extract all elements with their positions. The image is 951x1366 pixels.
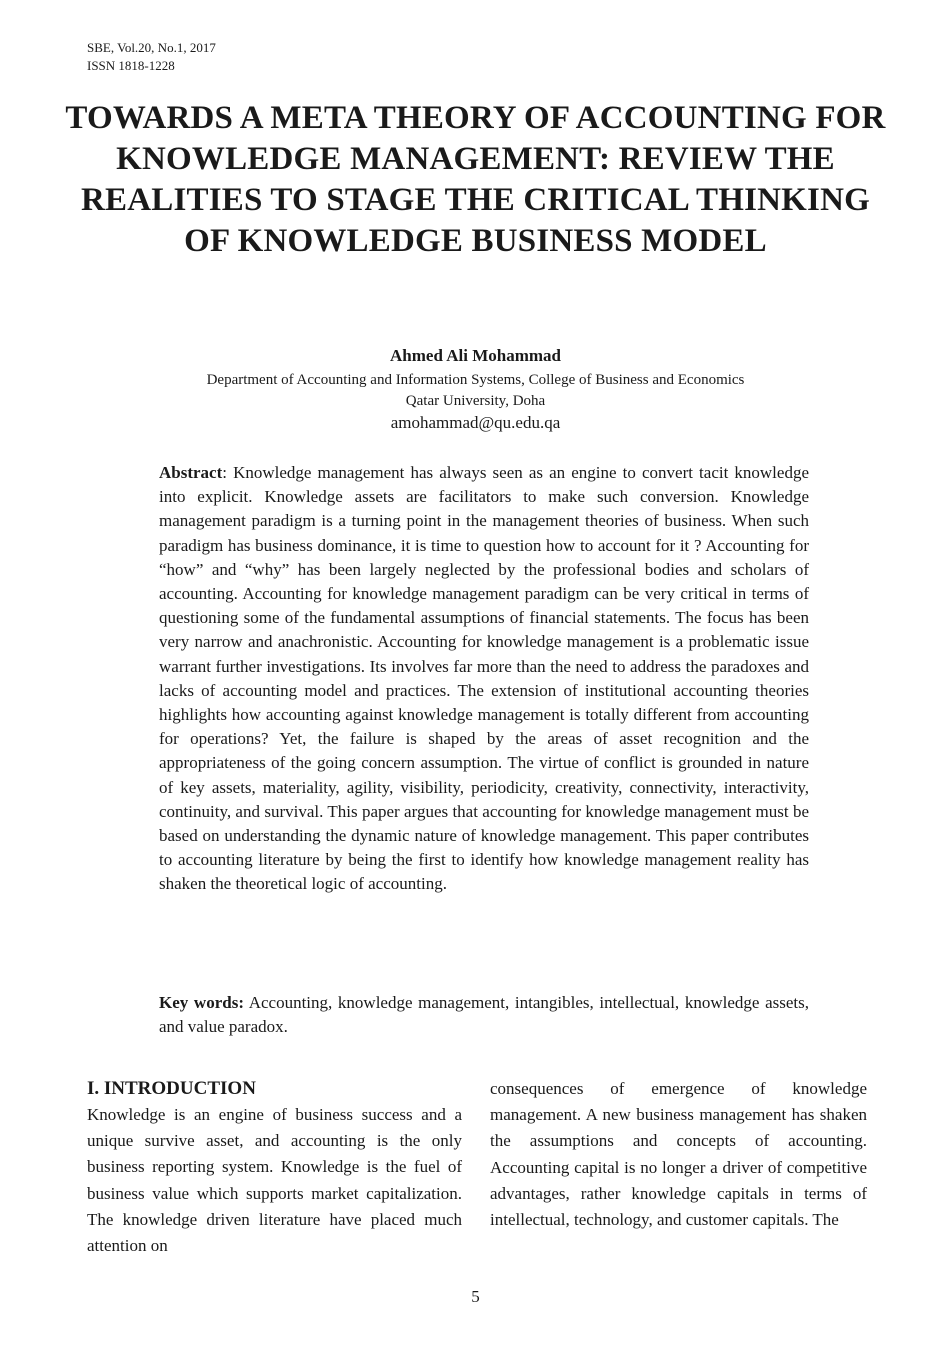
journal-citation: SBE, Vol.20, No.1, 2017	[87, 40, 216, 55]
journal-info	[87, 39, 216, 75]
author-affiliation	[0, 370, 951, 412]
author-university: Qatar University, Doha	[405, 393, 546, 409]
author-email[interactable]: amohammad@qu.edu.qa	[390, 413, 561, 432]
intro-right-column: consequences of emergence of knowledge management. A new business management has shaken the assumptions and concepts of accounting. Accounting capital is no longer a driver of competitive advantages, rather knowledge capitals in terms of intellectual, technology, and customer capitals. The	[490, 1079, 867, 1230]
section-heading-introduction: I. INTRODUCTION	[87, 1078, 256, 1099]
abstract-text: : Knowledge management has always seen as an engine to convert tacit knowledge into explicit. Knowledge assets are facilitators to make such conversion. Knowledge management paradigm is a turning point in the management theories of business. When such paradigm has business dominance, it is time to question how to account for it ? Accounting for “how” and “why” has been largely neglected by the professional bodies and scholars of accounting. Accounting for knowledge management paradigm can be very critical in terms of questioning some of the fundamental assumptions of financial statements. The focus has been very narrow and anachronistic. Accounting for knowledge management is a problematic issue warrant further investigations. Its involves far more than the need to address the paradoxes and lacks of accounting model and practices. The extension of institutional accounting theories highlights how accounting against knowledge management is totally different from accounting for operations? Yet, the failure is shaped by the areas of asset recognition and the appropriateness of the going concern assumption. The virtue of conflict is grounded in nature of key assets, materiality, agility, visibility, periodicity, creativity, connectivity, interactivity, continuity, and survival. This paper argues that accounting for knowledge management must be based on understanding the dynamic nature of knowledge management. This paper contributes to accounting literature by being the first to identify how knowledge management reality has shaken the theoretical logic of accounting.	[159, 463, 809, 894]
keywords-text: Accounting, knowledge management, intangibles, intellectual, knowledge assets, and value paradox.	[159, 993, 809, 1036]
abstract-label: Abstract	[159, 463, 223, 482]
journal-issn: ISSN 1818-1228	[87, 58, 175, 73]
paper-title: TOWARDS A META THEORY OF ACCOUNTING FOR KNOWLEDGE MANAGEMENT: REVIEW THE REALITIES TO STAGE THE CRITICAL THINKING OF KNOWLEDGE BUSINESS MODEL	[65, 100, 886, 259]
intro-left-text: Knowledge is an engine of business success and a unique survive asset, and accounting is the only business reporting system. Knowledge is the fuel of business value which supports market capitalization. The knowledge driven literature have placed much attention on	[87, 1105, 462, 1256]
page-number: 5	[471, 1287, 480, 1306]
author-department: Department of Accounting and Information Systems, College of Business and Economics	[206, 372, 745, 388]
intro-left-column	[87, 1076, 462, 1259]
keywords	[159, 991, 809, 1039]
keywords-label: Key words:	[159, 993, 244, 1012]
abstract	[159, 461, 809, 897]
author-name: Ahmed Ali Mohammad	[390, 346, 561, 365]
